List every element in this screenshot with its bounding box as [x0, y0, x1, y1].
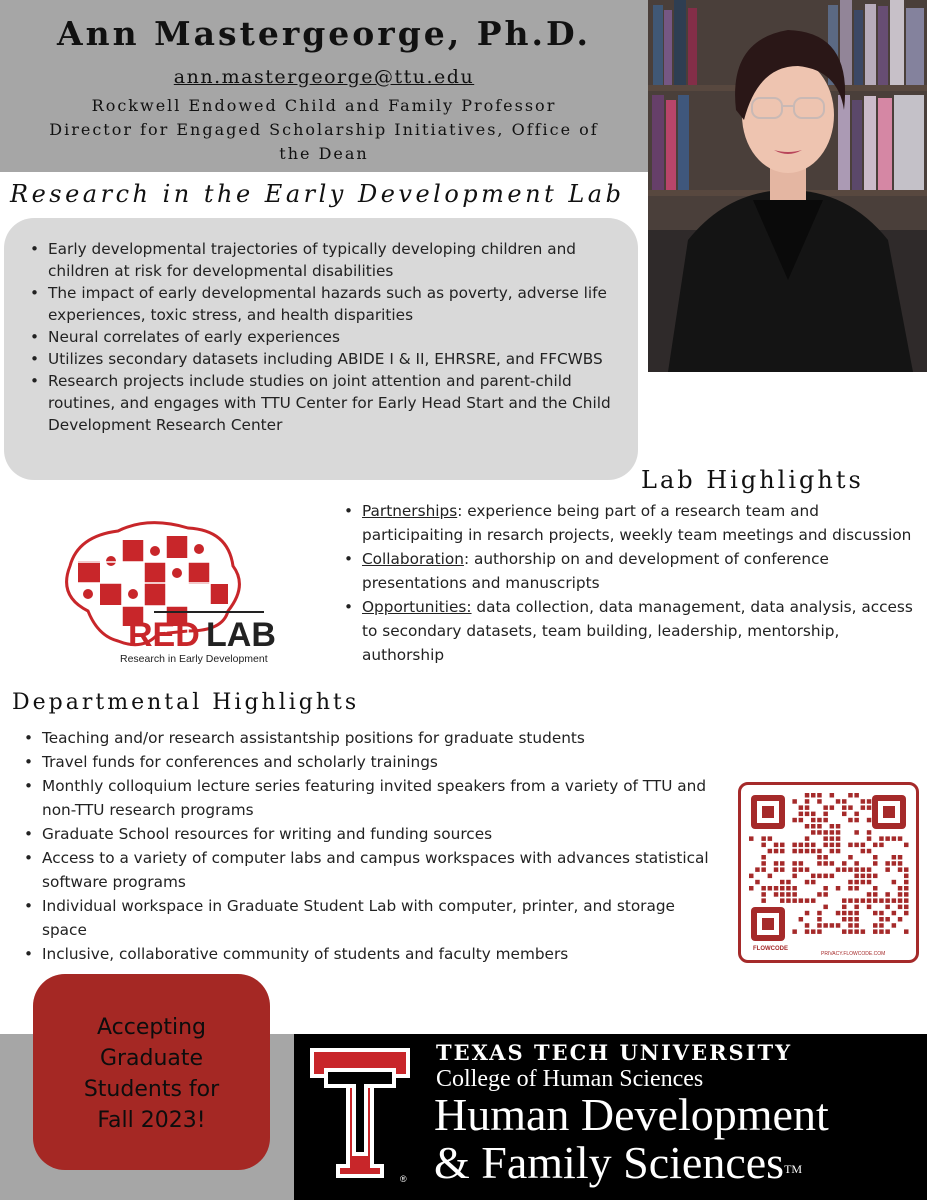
qr-brand-text: FLOWCODE [753, 946, 788, 952]
qr-module [854, 898, 859, 903]
highlight-label: Collaboration [362, 550, 464, 568]
qr-module [811, 929, 816, 934]
list-item: • Utilizes secondary datasets including ABIDE I & II, EHRSRE, and FFCWBS [48, 348, 634, 370]
qr-module [879, 911, 884, 916]
qr-module [817, 793, 822, 798]
qr-module [898, 905, 903, 910]
list-item [362, 499, 920, 547]
qr-module [823, 874, 828, 879]
title-line-3: the Dean [279, 144, 369, 163]
qr-code-icon [741, 785, 916, 960]
qr-module [836, 923, 841, 928]
qr-module [830, 830, 835, 835]
qr-module [867, 836, 872, 841]
qr-module [879, 917, 884, 922]
qr-module [817, 917, 822, 922]
qr-module [823, 886, 828, 891]
departmental-heading: Departmental Highlights [12, 690, 360, 715]
list-item: • Travel funds for conferences and scholarly trainings [42, 750, 720, 774]
qr-module [885, 861, 890, 866]
qr-module [792, 849, 797, 854]
qr-module [768, 836, 773, 841]
qr-module [799, 849, 804, 854]
qr-module [885, 836, 890, 841]
qr-module [774, 861, 779, 866]
qr-module [879, 929, 884, 934]
qr-module [873, 929, 878, 934]
qr-module [786, 898, 791, 903]
qr-module [836, 911, 841, 916]
qr-module [830, 861, 835, 866]
qr-module [830, 793, 835, 798]
qr-module [823, 830, 828, 835]
qr-module [861, 805, 866, 810]
qr-module [811, 843, 816, 848]
qr-module [830, 836, 835, 841]
qr-module [867, 898, 872, 903]
qr-module [836, 799, 841, 804]
qr-module [749, 886, 754, 891]
qr-module [904, 843, 909, 848]
qr-module [755, 880, 760, 885]
qr-module [805, 867, 810, 872]
qr-module [817, 911, 822, 916]
list-item: • Access to a variety of computer labs and campus workspaces with advances statistical software programs [42, 846, 720, 894]
qr-module [879, 923, 884, 928]
qr-module [823, 836, 828, 841]
qr-module [805, 805, 810, 810]
list-item: • Graduate School resources for writing and funding sources [42, 822, 720, 846]
qr-module [892, 911, 897, 916]
qr-module [792, 898, 797, 903]
qr-module [830, 849, 835, 854]
qr-module [761, 892, 766, 897]
qr-module [861, 874, 866, 879]
qr-privacy-text: PRIVACY.FLOWCODE.COM [821, 951, 886, 957]
accepting-students-badge [33, 974, 270, 1170]
qr-module [885, 917, 890, 922]
list-item: • Monthly colloquium lecture series featuring invited speakers from a variety of TTU and non-TTU research programs [42, 774, 720, 822]
qr-module [892, 898, 897, 903]
qr-module [879, 898, 884, 903]
qr-module [867, 874, 872, 879]
portrait-photo [648, 0, 927, 372]
qr-module [904, 898, 909, 903]
qr-module [799, 843, 804, 848]
qr-module [842, 929, 847, 934]
qr-module [854, 886, 859, 891]
qr-module [805, 843, 810, 848]
person-name: Ann Mastergeorge, Ph.D. [57, 14, 591, 53]
qr-module [836, 830, 841, 835]
redlab-tagline: Research in Early Development [120, 653, 268, 665]
qr-module [848, 886, 853, 891]
qr-module [836, 886, 841, 891]
qr-module [817, 892, 822, 897]
qr-module [854, 793, 859, 798]
qr-module [823, 923, 828, 928]
qr-module [854, 861, 859, 866]
qr-module [823, 861, 828, 866]
qr-module [780, 867, 785, 872]
qr-module [836, 843, 841, 848]
qr-module [780, 843, 785, 848]
qr-module [848, 855, 853, 860]
qr-module [780, 892, 785, 897]
highlight-label: Partnerships [362, 502, 458, 520]
research-list [26, 238, 634, 436]
qr-module [867, 880, 872, 885]
highlight-text: experience being part of a research team and participaiting in resarch projects, weekly team meetings and discussion [362, 502, 912, 544]
qr-module [848, 929, 853, 934]
list-item: • The impact of early developmental hazards such as poverty, adverse life experiences, toxic stress, and health disparities [48, 282, 634, 326]
qr-module [817, 855, 822, 860]
qr-module [792, 874, 797, 879]
qr-module [792, 886, 797, 891]
qr-module [898, 861, 903, 866]
qr-module [761, 843, 766, 848]
title-line-1: Rockwell Endowed Child and Family Professor [91, 96, 557, 115]
qr-module [848, 843, 853, 848]
qr-module [854, 812, 859, 817]
qr-module [898, 917, 903, 922]
qr-module [823, 892, 828, 897]
qr-module [823, 905, 828, 910]
qr-module [799, 812, 804, 817]
qr-module [873, 886, 878, 891]
qr-module [867, 867, 872, 872]
department-name-text: & Family Sciences [434, 1137, 785, 1188]
qr-module [755, 867, 760, 872]
qr-module [885, 929, 890, 934]
qr-module [854, 818, 859, 823]
qr-module [761, 867, 766, 872]
qr-module [854, 874, 859, 879]
qr-module [805, 898, 810, 903]
qr-module [811, 824, 816, 829]
qr-module [867, 830, 872, 835]
redlab-lab-text: LAB [206, 616, 276, 654]
qr-module [873, 855, 878, 860]
qr-module [805, 923, 810, 928]
qr-module [842, 805, 847, 810]
qr-module [848, 793, 853, 798]
qr-module [817, 874, 822, 879]
qr-module [792, 892, 797, 897]
qr-module [805, 929, 810, 934]
qr-module [873, 923, 878, 928]
list-item: • Research projects include studies on joint attention and parent-child routines, and engages with TTU Center for Early Head Start and the Child Development Research Center [48, 370, 634, 436]
qr-module [892, 923, 897, 928]
list-item: • Inclusive, collaborative community of students and faculty members [42, 942, 720, 966]
qr-module [904, 874, 909, 879]
qr-module [805, 799, 810, 804]
list-item [362, 595, 920, 667]
qr-module [799, 861, 804, 866]
brain-puzzle-icon [58, 516, 288, 676]
qr-module [842, 812, 847, 817]
qr-module [805, 793, 810, 798]
qr-module [848, 898, 853, 903]
qr-module [854, 905, 859, 910]
qr-module [780, 886, 785, 891]
accepting-line: Fall 2023! [97, 1108, 206, 1133]
accepting-line: Students for [83, 1077, 220, 1102]
qr-module [873, 898, 878, 903]
qr-module [892, 861, 897, 866]
department-name-line-1: Human Development [434, 1089, 829, 1140]
qr-module [848, 917, 853, 922]
qr-module [836, 849, 841, 854]
qr-module [774, 867, 779, 872]
qr-module [811, 874, 816, 879]
list-item: • Teaching and/or research assistantship positions for graduate students [42, 726, 720, 750]
qr-module [817, 799, 822, 804]
list-item: • Individual workspace in Graduate Student Lab with computer, printer, and storage space [42, 894, 720, 942]
qr-module [867, 799, 872, 804]
qr-module [836, 867, 841, 872]
highlight-label: Opportunities: [362, 598, 472, 616]
qr-module [904, 929, 909, 934]
qr-module [842, 799, 847, 804]
department-name-line-2 [434, 1138, 802, 1188]
qr-module [848, 818, 853, 823]
qr-module [873, 843, 878, 848]
qr-module [885, 898, 890, 903]
qr-module [805, 880, 810, 885]
qr-module [817, 824, 822, 829]
qr-module [861, 898, 866, 903]
qr-module [799, 818, 804, 823]
qr-module [854, 880, 859, 885]
qr-module [749, 836, 754, 841]
qr-module [774, 892, 779, 897]
qr-module [848, 867, 853, 872]
qr-module [898, 867, 903, 872]
qr-module [873, 892, 878, 897]
qr-module [774, 886, 779, 891]
qr-module [904, 911, 909, 916]
qr-module [811, 880, 816, 885]
texas-tech-double-t-logo [304, 1044, 416, 1184]
qr-module [867, 818, 872, 823]
qr-module [811, 812, 816, 817]
qr-module [830, 824, 835, 829]
qr-module [854, 830, 859, 835]
qr-module [892, 836, 897, 841]
registered-mark: ® [400, 1174, 407, 1184]
qr-module [761, 836, 766, 841]
qr-module [817, 923, 822, 928]
email-link[interactable]: ann.mastergeorge@ttu.edu [173, 66, 475, 88]
qr-module [780, 880, 785, 885]
list-item [362, 547, 920, 595]
qr-module [842, 898, 847, 903]
qr-module [854, 911, 859, 916]
qr-module [811, 793, 816, 798]
redlab-logo [58, 516, 288, 676]
qr-module [811, 830, 816, 835]
qr-module [854, 867, 859, 872]
qr-module [885, 892, 890, 897]
qr-module [854, 929, 859, 934]
qr-module [861, 880, 866, 885]
qr-module [854, 843, 859, 848]
qr-module [823, 843, 828, 848]
accepting-line: Graduate [99, 1046, 204, 1071]
qr-module [761, 898, 766, 903]
qr-module [842, 867, 847, 872]
qr-module [768, 849, 773, 854]
qr-module [786, 892, 791, 897]
accepting-line: Accepting [96, 1015, 206, 1040]
qr-module [861, 843, 866, 848]
qr-module [811, 898, 816, 903]
qr-module [854, 923, 859, 928]
qr-module [768, 886, 773, 891]
qr-module [842, 861, 847, 866]
qr-module [867, 849, 872, 854]
qr-module [768, 874, 773, 879]
departmental-list [20, 726, 720, 966]
qr-module [830, 805, 835, 810]
qr-module [830, 843, 835, 848]
qr-module [848, 911, 853, 916]
qr-module [892, 880, 897, 885]
qr-module [817, 830, 822, 835]
qr-module [817, 929, 822, 934]
qr-module [842, 917, 847, 922]
qr-module [885, 905, 890, 910]
trademark-mark: TM [784, 1162, 803, 1176]
qr-module [823, 855, 828, 860]
highlight-text: data collection, data management, data analysis, access to secondary datasets, team building, leadership, mentorship, authorship [362, 598, 913, 664]
double-t-icon [304, 1044, 416, 1184]
qr-module [799, 917, 804, 922]
qr-module [879, 836, 884, 841]
qr-module [805, 849, 810, 854]
lab-highlights-heading: Lab Highlights [641, 466, 864, 494]
qr-module [867, 892, 872, 897]
qr-module [854, 917, 859, 922]
qr-module [867, 905, 872, 910]
qr-module [792, 818, 797, 823]
qr-module [805, 824, 810, 829]
qr-module [892, 855, 897, 860]
qr-module [805, 812, 810, 817]
qr-module [780, 898, 785, 903]
qr-module [842, 911, 847, 916]
qr-module [811, 818, 816, 823]
qr-module [811, 849, 816, 854]
qr-module [836, 836, 841, 841]
qr-module [836, 824, 841, 829]
portrait-illustration [648, 0, 927, 372]
qr-module [792, 861, 797, 866]
qr-module [792, 843, 797, 848]
research-heading: Research in the Early Development Lab [10, 180, 625, 208]
highlight-sep: : [463, 550, 470, 568]
qr-module [904, 892, 909, 897]
qr-module [749, 874, 754, 879]
qr-module [904, 880, 909, 885]
qr-module [904, 886, 909, 891]
qr-module [761, 855, 766, 860]
qr-code[interactable] [738, 782, 919, 963]
qr-module [817, 861, 822, 866]
qr-module [823, 805, 828, 810]
qr-module [774, 849, 779, 854]
qr-module [898, 898, 903, 903]
title-line-2: Director for Engaged Scholarship Initiatives, Office of [49, 120, 599, 139]
qr-module [848, 923, 853, 928]
highlight-text: authorship on and development of conference presentations and manuscripts [362, 550, 829, 592]
lab-highlights-list [340, 499, 920, 667]
list-item: • Neural correlates of early experiences [48, 326, 634, 348]
qr-module [879, 843, 884, 848]
qr-module [805, 836, 810, 841]
qr-module [904, 905, 909, 910]
qr-module [823, 818, 828, 823]
qr-module [786, 886, 791, 891]
qr-module [898, 855, 903, 860]
qr-module [817, 849, 822, 854]
qr-module [861, 867, 866, 872]
highlight-sep: : [457, 502, 463, 520]
qr-module [904, 867, 909, 872]
qr-module [792, 929, 797, 934]
qr-module [792, 867, 797, 872]
qr-module [823, 812, 828, 817]
university-name: TEXAS TECH UNIVERSITY [436, 1040, 793, 1065]
list-item: • Early developmental trajectories of typically developing children and children at risk for developmental disabilities [48, 238, 634, 282]
redlab-red-text: RED [128, 616, 200, 654]
qr-module [761, 861, 766, 866]
qr-module [898, 886, 903, 891]
qr-module [861, 929, 866, 934]
qr-module [799, 805, 804, 810]
qr-module [885, 867, 890, 872]
qr-module [786, 880, 791, 885]
qr-module [792, 799, 797, 804]
qr-module [774, 843, 779, 848]
qr-module [780, 849, 785, 854]
qr-module [898, 836, 903, 841]
qr-module [761, 886, 766, 891]
qr-module [867, 805, 872, 810]
qr-module [799, 898, 804, 903]
qr-module [799, 867, 804, 872]
qr-module [842, 905, 847, 910]
qr-module [861, 799, 866, 804]
qr-module [873, 861, 878, 866]
qr-module [861, 849, 866, 854]
qr-module [830, 923, 835, 928]
qr-module [830, 874, 835, 879]
qr-module [817, 818, 822, 823]
qr-module [898, 892, 903, 897]
qr-module [805, 911, 810, 916]
qr-module [873, 911, 878, 916]
qr-module [780, 861, 785, 866]
qr-module [848, 805, 853, 810]
qr-module [873, 874, 878, 879]
qr-module [848, 880, 853, 885]
college-name: College of Human Sciences [436, 1066, 704, 1092]
